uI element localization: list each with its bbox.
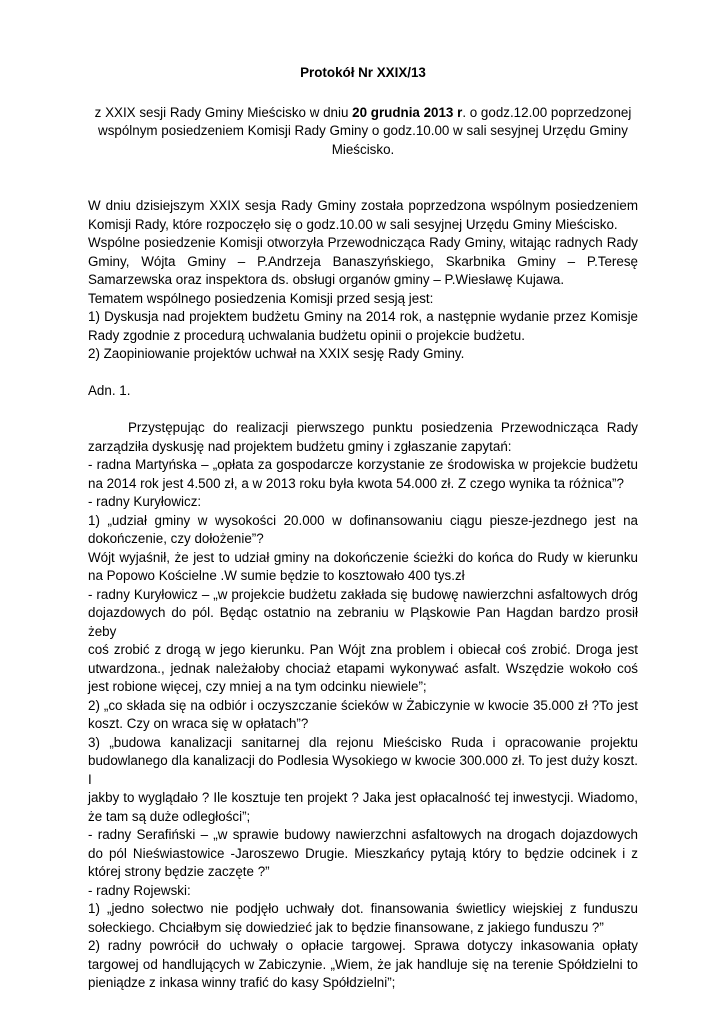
body-line: na Popowo Kościelne .W sumie będzie to kosztowało 400 tys.zł — [88, 568, 465, 583]
intro-line: 1) Dyskusja nad projektem budżetu Gminy na 2014 rok, a następnie wydanie przez Komisje — [88, 309, 638, 324]
body-line: zarządziła dyskusję nad projektem budżetu gminy i zgłaszanie zapytań: — [88, 438, 512, 454]
adn-heading: Adn. 1. — [88, 383, 131, 398]
body-line: - radny Kuryłowicz: — [88, 494, 202, 509]
intro-line: Tematem wspólnego posiedzenia Komisji przed sesją jest: — [88, 290, 434, 306]
body-line: - radny Kuryłowicz – „w projekcie budżetu zakłada się budowę nawierzchni asfaltowych dróg — [88, 586, 638, 602]
body-line: - radny Rojewski: — [88, 882, 191, 898]
body-line: Wójt wyjaśnił, że jest to udział gminy na dokończenie ścieżki do końca do Rudy w kierunku — [88, 549, 638, 565]
intro-line: 2) Zaopiniowanie projektów uchwał na XXIX sesję Rady Gminy. — [88, 346, 465, 361]
body-line: dokończenie, czy dołożenie”? — [88, 531, 264, 546]
body-line: sołeckiego. Chciałbym się dowiedzieć jak to będzie finansowane, z jakiego funduszu ?” — [88, 919, 604, 935]
body-line: pieniądze z inkasa winny trafić do kasy Spółdzielni”; — [88, 975, 396, 990]
body-line: 2) radny powrócił do uchwały o opłacie targowej. Sprawa dotyczy inkasowania opłaty — [88, 938, 638, 953]
body-line: 3) „budowa kanalizacji sanitarnej dla rejonu Mieścisko Ruda i opracowanie projektu — [88, 734, 638, 750]
document-page — [88, 64, 638, 993]
body-line: 1) „udział gminy w wysokości 20.000 w dofinansowaniu ciągu piesze-jezdnego jest na — [88, 512, 638, 528]
intro-section — [88, 197, 638, 364]
body-line: - radna Martyńska – „opłata za gospodarcze korzystanie ze środowiska w projekcie budżetu — [88, 457, 638, 472]
intro-line: Komisji Rady, które rozpoczęło się o godz.10.00 w sali sesyjnej Urzędu Gminy Mieścisko. — [88, 216, 618, 232]
body-line: na 2014 rok jest 4.500 zł, a w 2013 roku była kwota 54.000 zł. Z czego wynika ta różnica”? — [88, 475, 624, 491]
intro-line: Rady zgodnie z procedurą uchwalania budżetu opinii o projekcie budżetu. — [88, 327, 525, 343]
intro-line: Gminy, Wójta Gminy – P.Andrzeja Banaszyńskiego, Skarbnika Gminy – P.Teresę — [88, 253, 638, 269]
intro-line: W dniu dzisiejszym XXIX sesja Rady Gminy została poprzedzona wspólnym posiedzeniem — [88, 198, 638, 213]
document-title: Protokół Nr XXIX/13 — [300, 65, 426, 80]
body-line: jest robione więcej, czy mniej a na tym odcinku niewiele”; — [88, 679, 427, 694]
intro-line: Samarzewska oraz inspektora ds. obsługi organów gminy – P.Wiesławę Kujawa. — [88, 272, 565, 287]
intro-line: Wspólne posiedzenie Komisji otworzyła Przewodnicząca Rady Gminy, witając radnych Rady — [88, 235, 638, 250]
body-section — [88, 419, 638, 993]
document-header — [88, 104, 638, 160]
header-line-2: wspólnym posiedzeniem Komisji Rady Gminy o godz.10.00 w sali sesyjnej Urzędu Gminy — [98, 123, 628, 138]
header-line-1: z XXIX sesji Rady Gminy Mieścisko w dniu 20 grudnia 2013 r. o godz.12.00 poprzedzonej — [94, 104, 632, 120]
body-line: której strony będzie zaczęte ?” — [88, 864, 270, 879]
body-line: Przystępując do realizacji pierwszego punktu posiedzenia Przewodnicząca Rady — [128, 420, 638, 435]
header-line-3: Mieścisko. — [331, 141, 395, 157]
body-line: utwardzona., jednak należałoby chociaż etapami wykonywać asfalt. Wszędzie wokoło coś — [88, 660, 638, 676]
body-line: że tam są duże odległości”; — [88, 808, 251, 824]
body-line: - radny Serafiński – „w sprawie budowy nawierzchni asfaltowych na drogach dojazdowych — [88, 827, 638, 842]
body-line: koszt. Czy on wraca się w opłatach”? — [88, 716, 309, 731]
body-line: coś zrobić z drogą w jego kierunku. Pan Wójt zna problem i obiecał coś zrobić. Droga jest — [88, 642, 638, 657]
body-line: do pól Nieświastowice -Jaroszewo Drugie. Mieszkańcy pytają który to będzie odcinek i z — [88, 845, 638, 861]
body-line: targowej od handlujących w Zabiczynie. „Wiem, że jak handluje się na terenie Spółdzielni to — [88, 956, 638, 972]
body-line: jakby to wyglądało ? Ile kosztuje ten projekt ? Jaka jest opłacalność tej inwestycji. Wiadomo, — [88, 790, 638, 805]
body-line: 1) „jedno sołectwo nie podjęło uchwały dot. finansowania świetlicy wiejskiej z funduszu — [88, 901, 638, 916]
body-line: 2) „co składa się na odbiór i oczyszczanie ścieków w Żabiczynie w kwocie 35.000 zł ?To jest — [88, 697, 638, 713]
body-line: budowlanego dla kanalizacji do Podlesia Wysokiego w kwocie 300.000 zł. To jest duży koszt. I — [88, 753, 638, 787]
session-date: 20 grudnia 2013 r — [352, 104, 463, 120]
body-line: dojazdowych do pól. Będąc ostatnio na zebraniu w Pląskowie Pan Hagdan bardzo prosił żeby — [88, 605, 638, 639]
